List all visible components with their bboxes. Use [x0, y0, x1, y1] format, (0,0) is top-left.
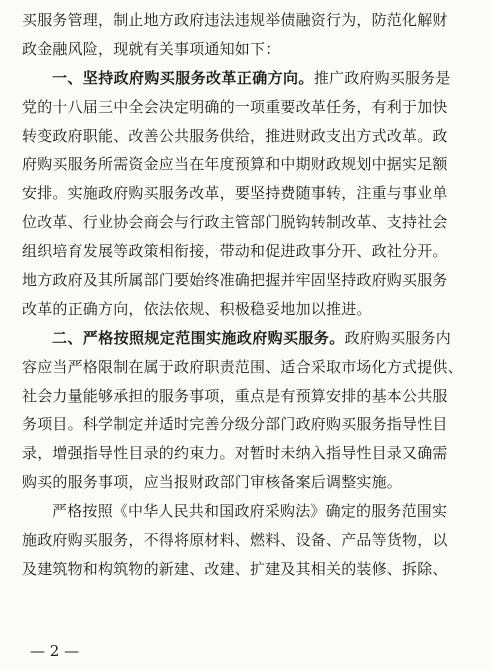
body-line: 政金融风险，现就有关事项通知如下： — [22, 39, 281, 58]
body-line: 购买的服务事项，应当报财政部门审核备案后调整实施。 — [22, 473, 403, 492]
body-line: 地方政府及其所属部门要始终准确把握并牢固坚持政府购买服务 — [22, 271, 448, 290]
document-body — [22, 6, 474, 584]
body-line: 施政府购买服务，不得将原材料、燃料、设备、产品等货物，以 — [22, 531, 448, 550]
body-line: 党的十八届三中全会决定明确的一项重要改革任务，有利于加快 — [22, 97, 448, 116]
body-line: 录，增强指导性目录的约束力。对暂时未纳入指导性目录又确需 — [22, 444, 448, 463]
body-line: 务项目。科学制定并适时完善分级分部门政府购买服务指导性目 — [22, 415, 448, 434]
page-number: — 2 — — [30, 642, 80, 660]
body-line: 及建筑物和构筑物的新建、改建、扩建及其相关的装修、拆除、 — [22, 559, 448, 578]
body-text: 推广政府购买服务是 — [313, 68, 451, 87]
body-line: 位改革、行业协会商会与行政主管部门脱钩转制改革、支持社会 — [22, 213, 448, 232]
body-line: 安排。实施政府购买服务改革，要坚持费随事转，注重与事业单 — [22, 184, 448, 203]
body-text: 政府购买服务内 — [344, 328, 452, 347]
section-2-heading: 二、严格按照规定范围实施政府购买服务。 — [52, 328, 345, 347]
body-line: 组织培育发展等政策相衔接，带动和促进政事分开、政社分开。 — [22, 242, 448, 261]
body-line: 严格按照《中华人民共和国政府采购法》确定的服务范围实 — [52, 502, 448, 521]
body-line: 社会力量能够承担的服务事项，重点是有预算安排的基本公共服 — [22, 386, 448, 405]
section-2-paragraph — [22, 324, 474, 353]
body-line: 府购买服务所需资金应当在年度预算和中期财政规划中据实足额 — [22, 155, 448, 174]
body-line: 买服务管理，制止地方政府违法违规举债融资行为，防范化解财 — [22, 11, 448, 29]
body-line: 改革的正确方向，依法依规、积极稳妥地加以推进。 — [22, 299, 372, 318]
body-line: 转变政府职能、改善公共服务供给，推进财政支出方式改革。政 — [22, 126, 448, 145]
section-1-heading: 一、坚持政府购买服务改革正确方向。 — [52, 68, 314, 87]
body-line: 容应当严格限制在属于政府职责范围、适合采取市场化方式提供、 — [22, 357, 463, 376]
section-1-paragraph — [22, 64, 474, 93]
